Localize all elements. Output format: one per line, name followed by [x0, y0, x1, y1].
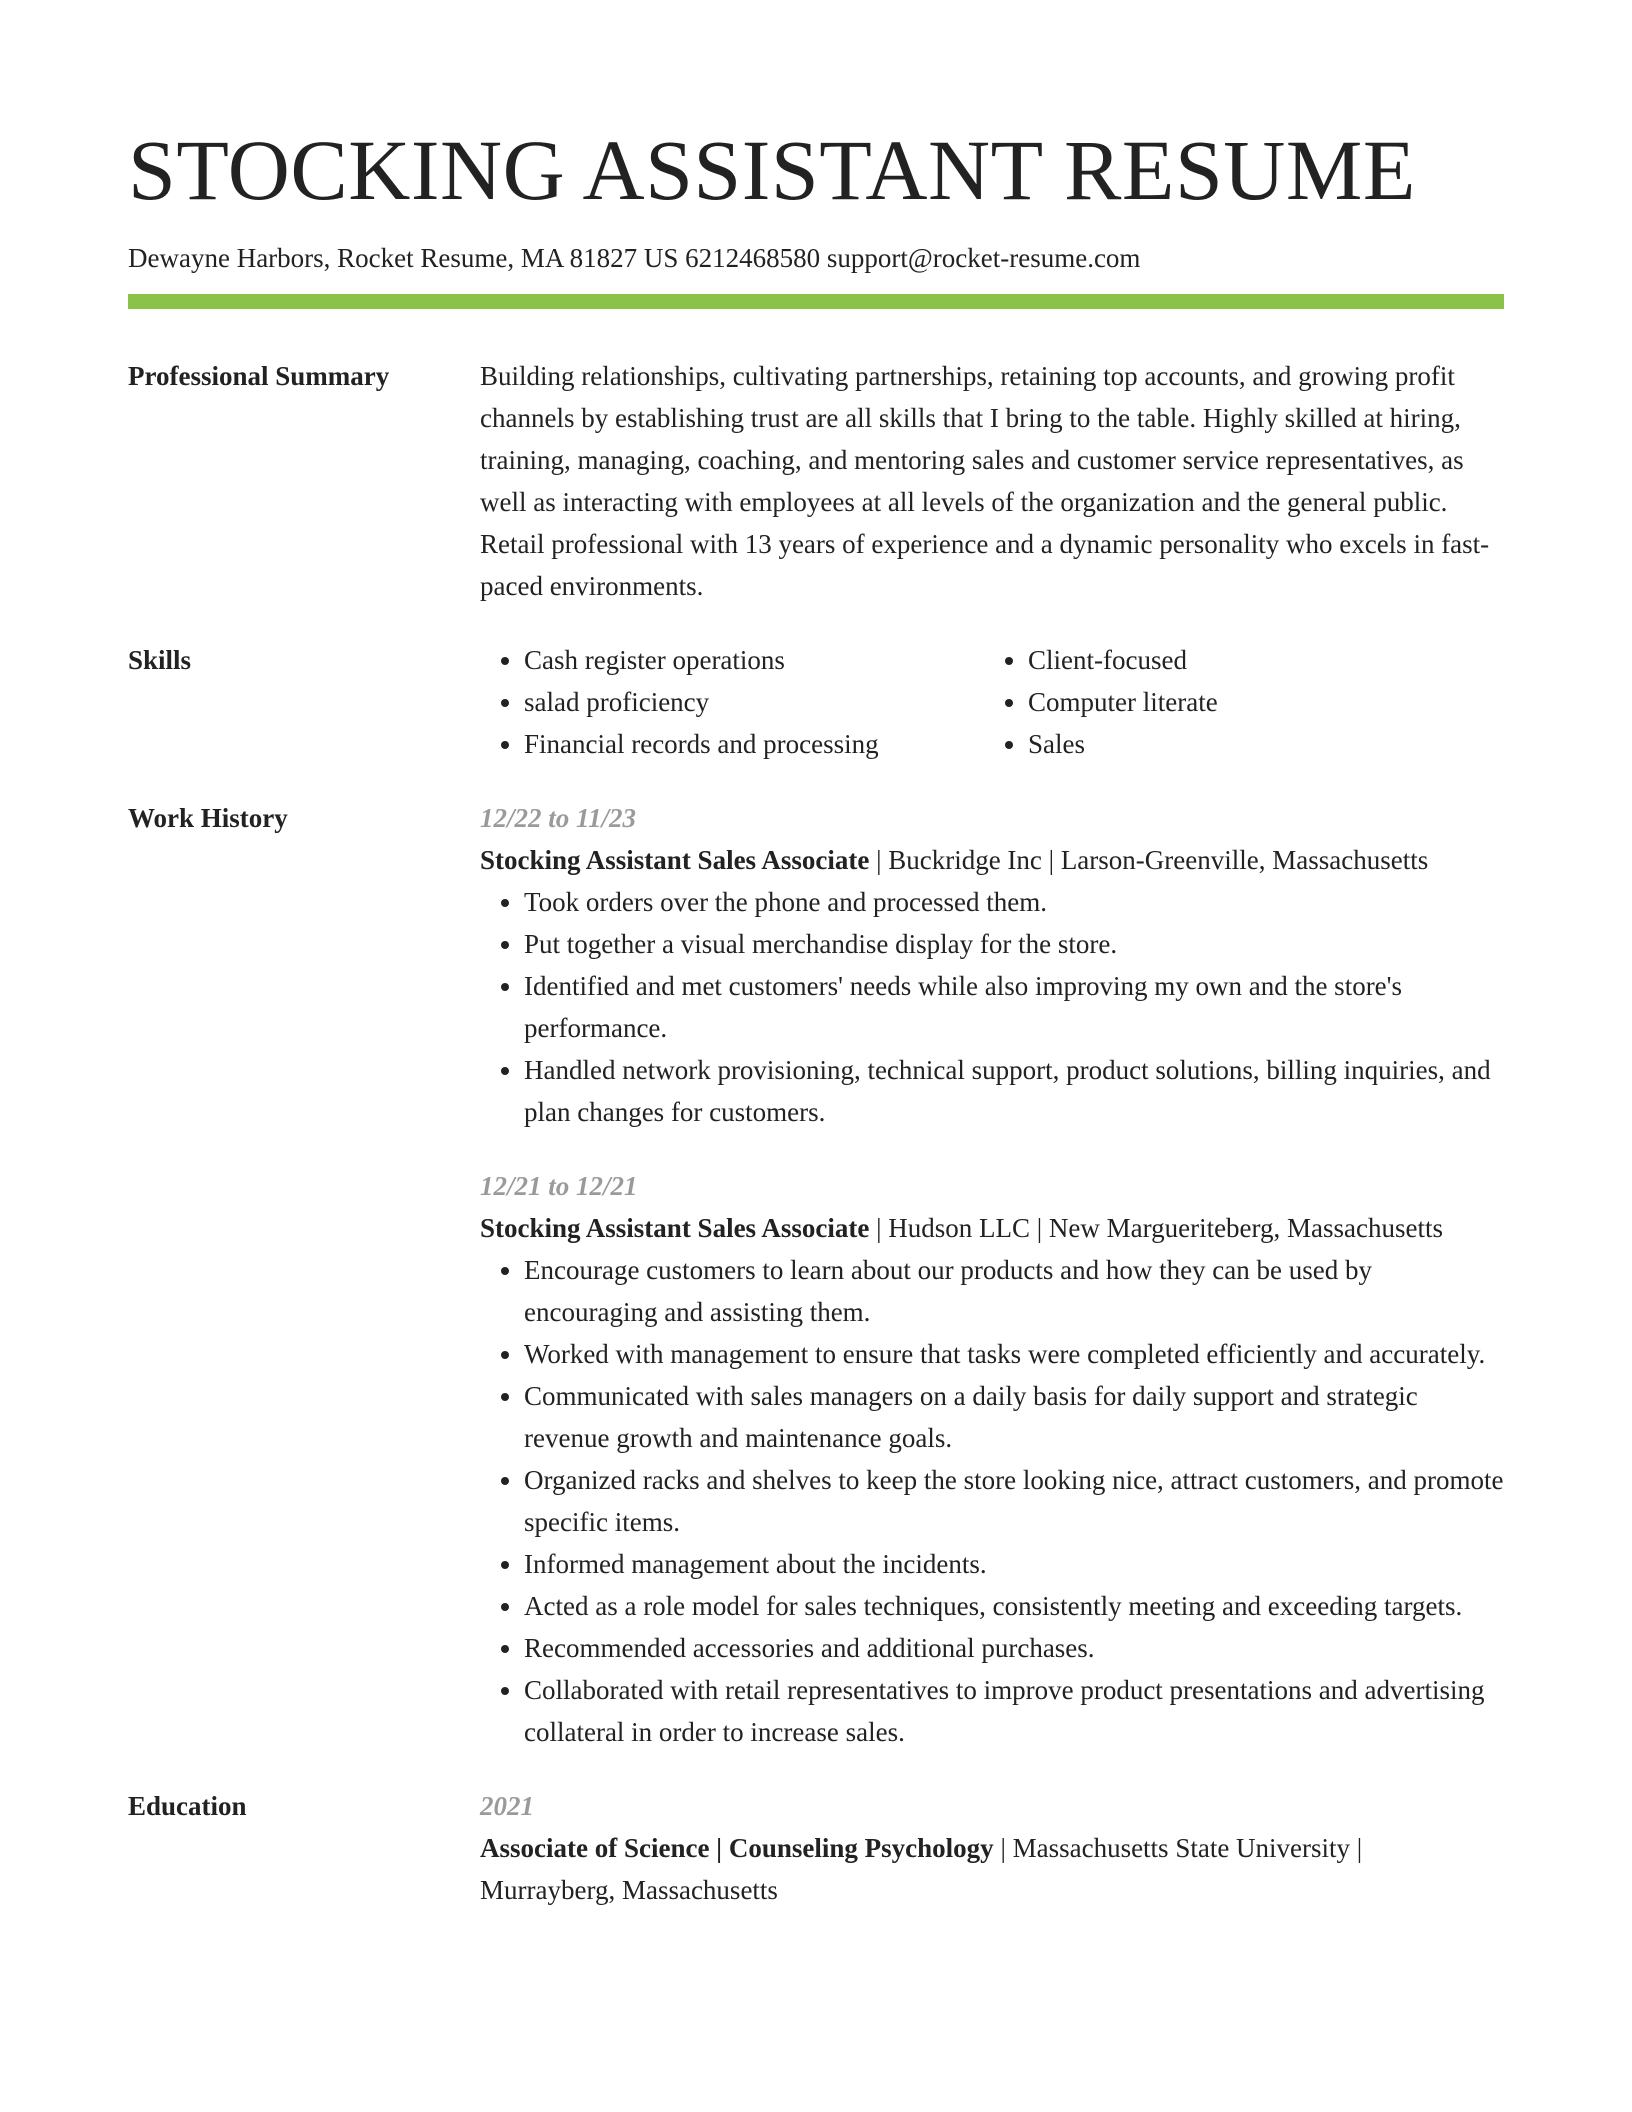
- skill-item: • Computer literate: [1028, 681, 1488, 723]
- job-bullet: • Communicated with sales managers on a daily basis for daily support and strategic revenue growth and maintenance goals.: [524, 1375, 1504, 1459]
- job-bullet: • Put together a visual merchandise display for the store.: [524, 923, 1504, 965]
- skills-list-left: [480, 639, 984, 765]
- education-degree: Associate of Science | Counseling Psychology: [480, 1833, 994, 1863]
- resume-page: [128, 0, 1504, 1911]
- skills-label: Skills: [128, 645, 192, 675]
- job-bullet: • Collaborated with retail representatives to improve product presentations and advertising collateral in order to increase sales.: [524, 1669, 1504, 1753]
- job-entry: [480, 1165, 1504, 1753]
- summary-section: [128, 355, 1504, 607]
- job-dates: 12/22 to 11/23: [480, 803, 637, 833]
- job-title: Stocking Assistant Sales Associate: [480, 1213, 870, 1243]
- job-bullet: • Worked with management to ensure that tasks were completed efficiently and accurately.: [524, 1333, 1504, 1375]
- job-bullet: • Identified and met customers' needs while also improving my own and the store's performance.: [524, 965, 1504, 1049]
- job-bullet: • Took orders over the phone and processed them.: [524, 881, 1504, 923]
- work-history-label: Work History: [128, 803, 288, 833]
- education-entry: [480, 1785, 1504, 1911]
- skill-item: • Client-focused: [1028, 639, 1488, 681]
- job-details: | Hudson LLC | New Margueriteberg, Massachusetts: [869, 1213, 1444, 1243]
- job-dates: 12/21 to 12/21: [480, 1171, 638, 1201]
- job-role-line: [480, 839, 1504, 881]
- resume-title: STOCKING ASSISTANT RESUME: [128, 122, 1416, 218]
- summary-label: Professional Summary: [128, 361, 390, 391]
- education-line: [480, 1827, 1504, 1911]
- job-bullet: • Handled network provisioning, technical support, product solutions, billing inquiries, and plan changes for customers.: [524, 1049, 1504, 1133]
- skill-item: • Cash register operations: [524, 639, 984, 681]
- accent-divider: [128, 294, 1504, 309]
- job-role-line: [480, 1207, 1504, 1249]
- job-bullets: [480, 1249, 1504, 1753]
- job-details: | Buckridge Inc | Larson-Greenville, Massachusetts: [869, 845, 1429, 875]
- skill-item: • Sales: [1028, 723, 1488, 765]
- job-bullet: • Organized racks and shelves to keep the store looking nice, attract customers, and promote specific items.: [524, 1459, 1504, 1543]
- job-title: Stocking Assistant Sales Associate: [480, 845, 870, 875]
- job-bullet: • Recommended accessories and additional purchases.: [524, 1627, 1504, 1669]
- skills-list-right: [984, 639, 1488, 765]
- education-details: | Massachusetts State University | Murrayberg, Massachusetts: [480, 1833, 1363, 1905]
- job-bullet: • Encourage customers to learn about our products and how they can be used by encouraging and assisting them.: [524, 1249, 1504, 1333]
- job-entry: [480, 797, 1504, 1133]
- job-bullets: [480, 881, 1504, 1133]
- skill-item: • Financial records and processing: [524, 723, 984, 765]
- education-section: [128, 1785, 1504, 1911]
- work-history-section: [128, 797, 1504, 1753]
- education-label: Education: [128, 1791, 247, 1821]
- education-year: 2021: [480, 1791, 534, 1821]
- skill-item: • salad proficiency: [524, 681, 984, 723]
- skills-section: [128, 639, 1504, 765]
- summary-text: Building relationships, cultivating partnerships, retaining top accounts, and growing profit channels by establishing trust are all skills that I bring to the table. Highly skilled at hiring, training, managing, coaching, and mentoring sales and customer service representatives, as well as interacting with employees at all levels of the organization and the general public. Retail professional with 13 years of experience and a dynamic personality who excels in fast-paced environments.: [480, 361, 1490, 601]
- job-bullet: • Informed management about the incidents.: [524, 1543, 1504, 1585]
- contact-line: Dewayne Harbors, Rocket Resume, MA 81827 US 6212468580 support@rocket-resume.com: [128, 243, 1141, 273]
- job-bullet: • Acted as a role model for sales techniques, consistently meeting and exceeding targets.: [524, 1585, 1504, 1627]
